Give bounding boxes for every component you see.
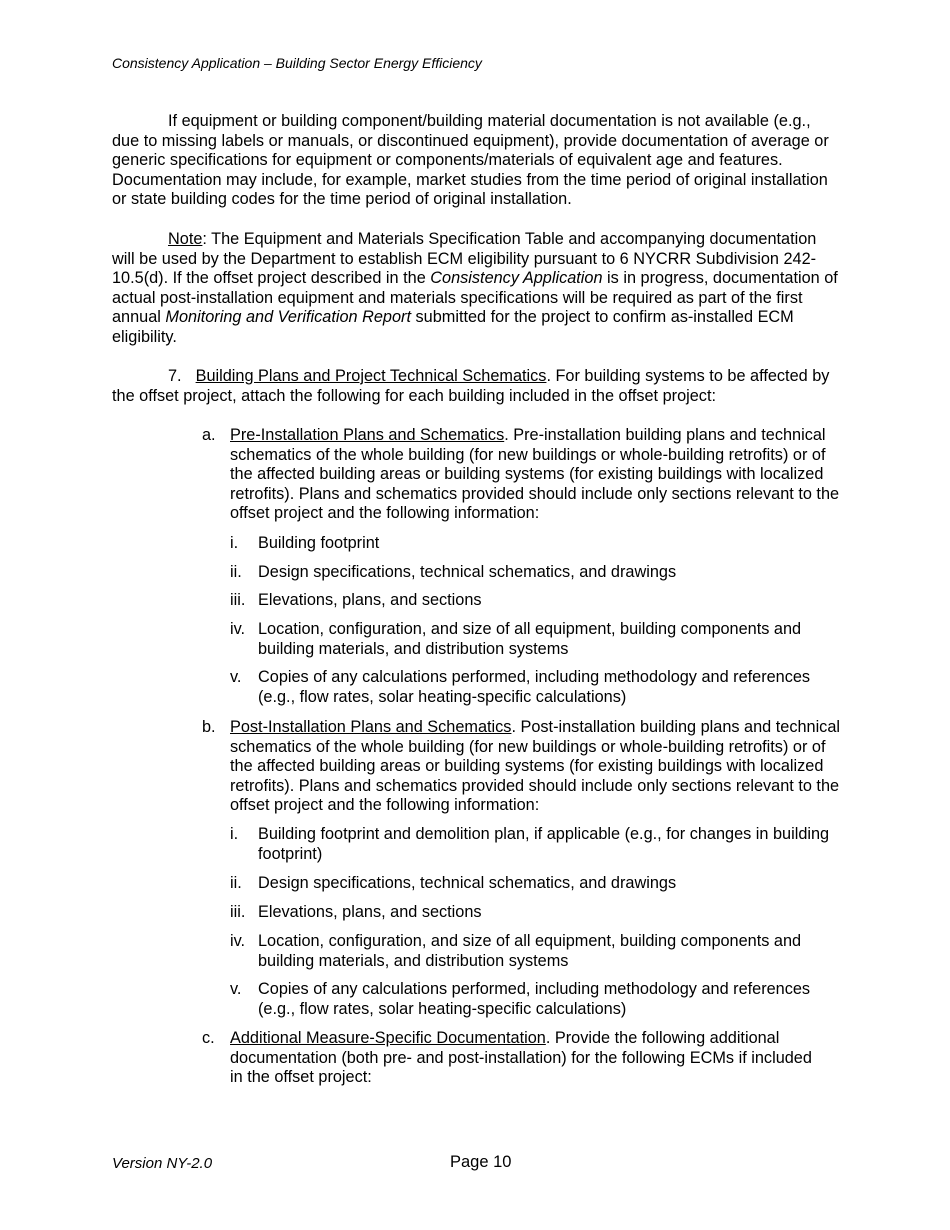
list-text: Copies of any calculations performed, including methodology and references (e.g., flow rates, solar heating-specific calculations) [258, 668, 811, 706]
note-text-3: submitted for the project to confirm as-installed ECM eligibility. [112, 308, 794, 346]
list-marker: i. [230, 534, 239, 552]
footer-version: Version NY-2.0 [112, 1155, 213, 1172]
note-label: Note [168, 230, 203, 248]
footer-page-number: Page 10 [450, 1153, 512, 1171]
list-marker: iii. [230, 591, 246, 609]
list-text: Building footprint [258, 534, 380, 552]
list-text: Location, configuration, and size of all equipment, building components and building materials, and distribution systems [258, 620, 802, 658]
paragraph-documentation: If equipment or building component/building material documentation is not available (e.g., due to missing labels or manuals, or discontinued equipment), provide documentation of average or generic specifications for equipment or components/materials of equivalent age and features. Documentation may include, for example, market studies from the time period of original installation or state building codes for the time period of original installation. [112, 112, 829, 209]
item-b-text: . Post-installation building plans and technical schematics of the whole building (for new buildings or whole-building retrofits) or of the affected building areas or building systems (for existing buildings with localized retrofits). Plans and schematics provided should include only sections relevant to the offset project and the following information: [230, 718, 840, 815]
list-marker: iv. [230, 932, 246, 950]
list-marker: v. [230, 980, 242, 998]
list-marker: ii. [230, 563, 242, 581]
list-marker: i. [230, 825, 239, 843]
list-marker: iv. [230, 620, 246, 638]
list-marker: iii. [230, 903, 246, 921]
note-text-2: is in progress, documentation of actual post-installation equipment and materials specifications will be required as part of the first annual [112, 269, 838, 327]
item-c-text: . Provide the following additional documentation (both pre- and post-installation) for the following ECMs if included in the offset project: [230, 1029, 812, 1087]
list-text: Location, configuration, and size of all equipment, building components and building materials, and distribution systems [258, 932, 802, 970]
page-header: Consistency Application – Building Sector Energy Efficiency [112, 55, 482, 71]
note-text-1: : The Equipment and Materials Specification Table and accompanying documentation will be used by the Department to establish ECM eligibility pursuant to 6 NYCRR Subdivision 242-10.5(d). If the offset project described in the [112, 230, 817, 288]
item-b-marker: b. [202, 718, 216, 736]
list-marker: v. [230, 668, 242, 686]
item-a-marker: a. [202, 426, 216, 444]
section-7-number: 7. [168, 367, 182, 385]
item-a-title: Pre-Installation Plans and Schematics [230, 426, 505, 444]
note-italic-1: Consistency Application [430, 269, 603, 288]
note-italic-2: Monitoring and Verification Report [165, 308, 411, 327]
item-b-title: Post-Installation Plans and Schematics [230, 718, 512, 736]
section-7-text: . For building systems to be affected by the offset project, attach the following for each building included in the offset project: [112, 367, 830, 405]
list-marker: ii. [230, 874, 242, 892]
list-text: Building footprint and demolition plan, if applicable (e.g., for changes in building footprint) [258, 825, 830, 863]
list-text: Copies of any calculations performed, including methodology and references (e.g., flow rates, solar heating-specific calculations) [258, 980, 811, 1018]
list-text: Design specifications, technical schematics, and drawings [258, 874, 677, 892]
list-text: Design specifications, technical schematics, and drawings [258, 563, 677, 581]
list-text: Elevations, plans, and sections [258, 591, 482, 609]
item-c-title: Additional Measure-Specific Documentation [230, 1029, 546, 1047]
section-7 [112, 367, 842, 406]
paragraph-note [112, 230, 842, 348]
list-text: Elevations, plans, and sections [258, 903, 482, 921]
item-a-text: . Pre-installation building plans and technical schematics of the whole building (for new buildings or whole-building retrofits) or of the affected building areas or building systems (for existing buildings with localized retrofits). Plans and schematics provided should include only sections relevant to the offset project and the following information: [230, 426, 840, 523]
section-7-title: Building Plans and Project Technical Schematics [195, 367, 547, 385]
item-c-marker: c. [202, 1029, 215, 1047]
